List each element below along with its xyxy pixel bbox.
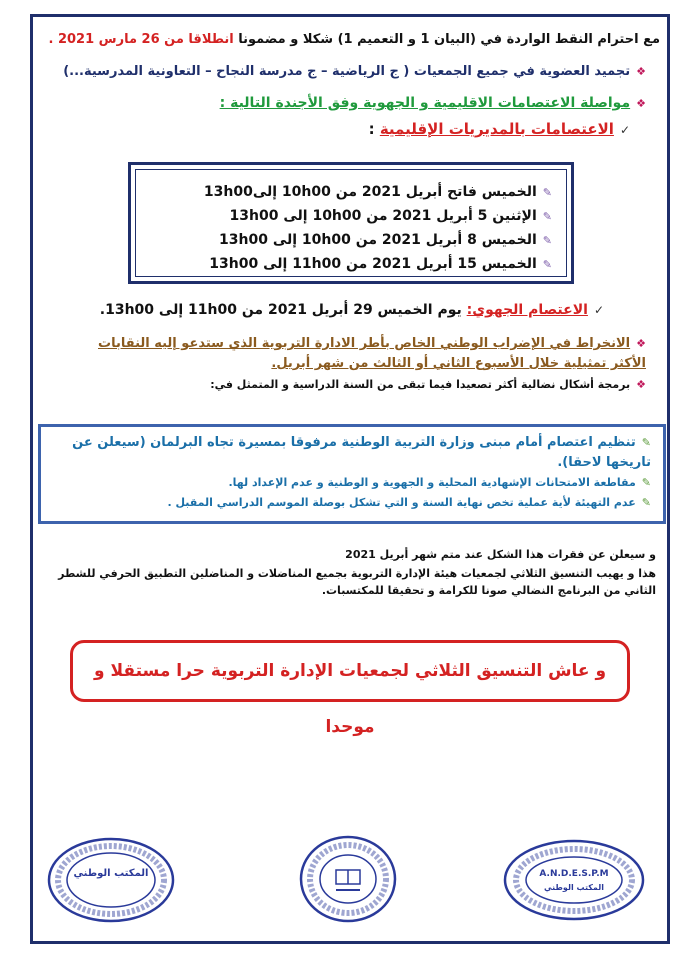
pen-icon: ✎ xyxy=(641,476,651,489)
action-text: عدم التهيئة لأية عملية تخص نهاية السنة و التي تشكل بوصلة الموسم الدراسي المقبل . xyxy=(167,496,636,509)
schedule-text: الإثنين 5 أبريل 2021 من 10h00 إلى 13h00 xyxy=(229,208,537,224)
pen-icon: ✎ xyxy=(641,496,651,509)
action-text: تنظيم اعتصام أمام مبنى وزارة التربية الوطنية مرفوقا بمسيرة تجاه البرلمان (سيعلن عن تاريخها لاحقا). xyxy=(72,435,651,470)
schedule-box xyxy=(128,162,574,284)
action-row xyxy=(53,433,651,473)
announce-text: و سيعلن عن فقرات هذا الشكل عند متم شهر أبريل 2021 xyxy=(345,548,656,561)
stamp-right-code: A.N.D.E.S.P.M xyxy=(539,869,609,879)
strike-text: الانخراط في الإضراب الوطني الخاص بأطر الادارة التربوية الذي ستدعو إليه النقابات الأكثر تمثيلية خلال الأسبوع الثاني أو الثالث من شهر أبريل. xyxy=(98,336,646,371)
provincial-title: الاعتصامات بالمديريات الإقليمية xyxy=(379,120,614,138)
intro-text: مع احترام النقط الواردة في (البيان 1 و التعميم 1) شكلا و مضمونا xyxy=(233,32,660,47)
stamp-right-icon xyxy=(502,838,646,922)
pen-icon: ✎ xyxy=(542,258,552,271)
diamond-bullet-icon: ❖ xyxy=(636,337,646,350)
schedule-text: الخميس 15 أبريل 2021 من 11h00 إلى 13h00 xyxy=(209,256,537,272)
schedule-row xyxy=(150,228,552,252)
regional-item xyxy=(44,302,604,318)
appeal-text: هذا و يهيب التنسيق الثلاثي لجمعيات هيئة الإدارة التربوية بجميع المناضلات و المناضلين التطبيق الحرفي للشطر الثاني من البرنامج النضالي صونا للكرامة و تحقيقا للمكتسبات. xyxy=(58,567,656,597)
appeal-paragraph xyxy=(44,565,656,599)
schedule-row xyxy=(150,204,552,228)
schedule-text: الخميس 8 أبريل 2021 من 10h00 إلى 13h00 xyxy=(219,232,537,248)
stamp-left-center: المكتب الوطني xyxy=(73,868,149,879)
program-item xyxy=(44,378,646,391)
closing-text: و عاش التنسيق الثلاثي لجمعيات الإدارة التربوية حرا مستقلا و موحدا xyxy=(93,661,607,737)
provincial-colon: : xyxy=(368,120,380,138)
schedule-row xyxy=(150,252,552,276)
intro-line xyxy=(44,31,660,49)
provincial-heading xyxy=(44,120,630,138)
freeze-text: تجميد العضوية في جميع الجمعيات ( ج الرياضية – ج مدرسة النجاح – التعاونية المدرسية...) xyxy=(63,64,631,79)
stamp-left-icon xyxy=(46,836,176,924)
strike-item xyxy=(60,334,646,374)
action-row xyxy=(53,473,651,493)
pen-icon: ✎ xyxy=(542,210,552,223)
pen-icon: ✎ xyxy=(542,234,552,247)
check-icon: ✓ xyxy=(593,303,604,317)
check-icon: ✓ xyxy=(619,123,630,137)
diamond-bullet-icon: ❖ xyxy=(636,378,646,391)
action-text: مقاطعة الامتحانات الإشهادية المحلية و الجهوية و الوطنية و عدم الإعداد لها. xyxy=(228,476,636,489)
action-row xyxy=(53,493,651,513)
schedule-row xyxy=(150,180,552,204)
diamond-bullet-icon: ❖ xyxy=(636,65,646,78)
regional-text: يوم الخميس 29 أبريل 2021 من 11h00 إلى 13h00. xyxy=(99,302,467,318)
pen-icon: ✎ xyxy=(542,186,552,199)
pen-icon: ✎ xyxy=(641,436,651,449)
freeze-item xyxy=(44,64,646,79)
program-text: برمجة أشكال نضالية أكثر تصعيدا فيما تبقى من السنة الدراسية و المتمثل في: xyxy=(210,378,631,391)
actions-box xyxy=(38,424,666,524)
announce-line xyxy=(44,548,656,561)
continue-text: مواصلة الاعتصامات الاقليمية و الجهوية وفق الأجندة التالية : xyxy=(219,95,631,111)
stamp-right-center: المكتب الوطني xyxy=(544,883,604,892)
schedule-text: الخميس فاتح أبريل 2021 من 10h00 إلى13h00 xyxy=(203,184,537,200)
intro-date: انطلاقا من 26 مارس 2021 . xyxy=(48,32,234,47)
diamond-bullet-icon: ❖ xyxy=(636,97,646,110)
continue-item xyxy=(44,95,646,111)
closing-box xyxy=(70,640,630,737)
regional-title: الاعتصام الجهوي: xyxy=(466,302,588,318)
schedule-inner xyxy=(135,169,567,277)
stamp-middle-icon xyxy=(298,834,398,924)
